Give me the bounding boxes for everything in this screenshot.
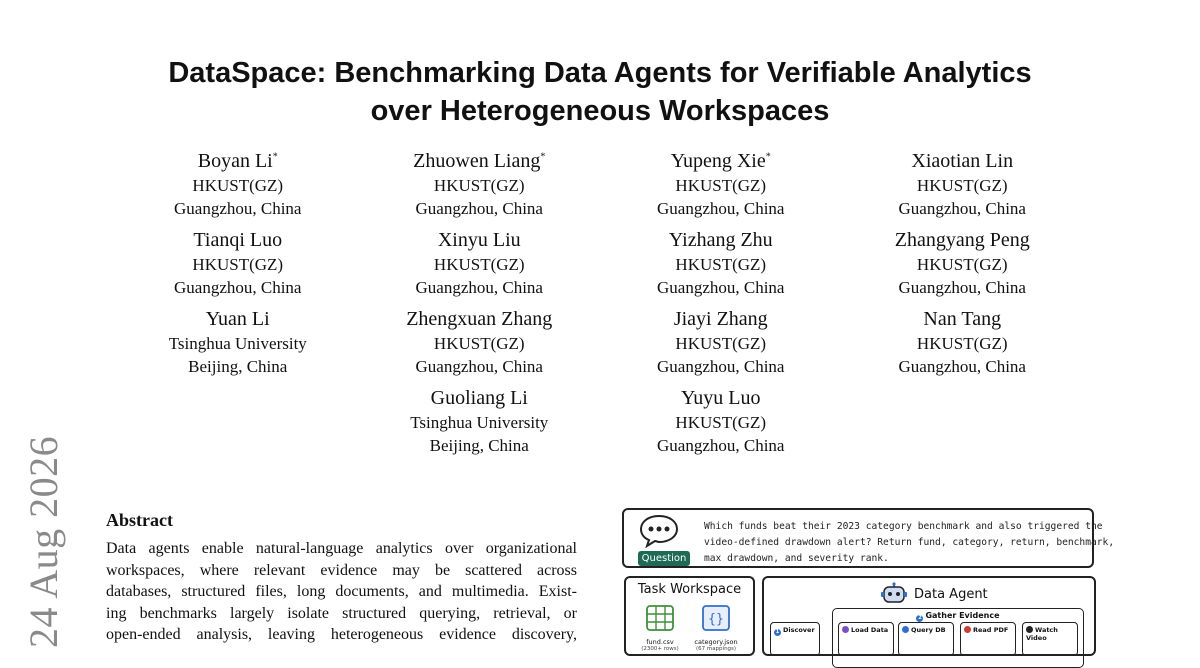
author-block xyxy=(117,306,359,378)
step-icon xyxy=(964,626,971,633)
author-block xyxy=(842,227,1084,299)
author-name: Yizhang Zhu xyxy=(668,229,773,251)
author-affiliation: HKUST(GZ) xyxy=(916,334,1008,353)
json-file-size: (67 mappings) xyxy=(695,646,737,652)
author-affiliation: HKUST(GZ) xyxy=(675,334,767,353)
equal-contribution-mark: * xyxy=(272,151,278,163)
author-affiliation: HKUST(GZ) xyxy=(433,255,525,274)
author-block xyxy=(117,227,359,299)
agent-title: Data Agent xyxy=(914,587,988,602)
evidence-step xyxy=(838,622,894,656)
csv-file xyxy=(632,605,688,653)
author-affiliation: HKUST(GZ) xyxy=(916,176,1008,195)
author-affiliation: Tsinghua University xyxy=(168,334,307,353)
svg-text:{}: {} xyxy=(708,612,724,627)
author-affiliation: HKUST(GZ) xyxy=(192,255,284,274)
title-line-1: DataSpace: Benchmarking Data Agents for Verifiable Analytics xyxy=(168,57,1032,89)
step-label: Watch Video xyxy=(1026,626,1058,642)
author-location: Guangzhou, China xyxy=(415,199,543,218)
author-location: Beijing, China xyxy=(188,357,288,376)
author-location: Guangzhou, China xyxy=(415,357,543,376)
author-name: Yupeng Xie* xyxy=(670,150,771,172)
author-name: Tianqi Luo xyxy=(193,229,283,251)
author-affiliation: HKUST(GZ) xyxy=(192,176,284,195)
author-affiliation: HKUST(GZ) xyxy=(433,176,525,195)
task-workspace-panel xyxy=(624,576,755,656)
author-block xyxy=(359,306,601,378)
abstract-line: ing benchmarks largely isolate structured querying, retrieval, or xyxy=(106,604,577,622)
abstract-line: databases, structured files, long documents, and multimedia. Exist- xyxy=(106,583,577,601)
author-name: Jiayi Zhang xyxy=(673,308,768,330)
chat-bubble-icon xyxy=(638,514,680,548)
author-name: Zhuowen Liang* xyxy=(413,150,546,172)
author-location: Guangzhou, China xyxy=(898,199,1026,218)
author-name: Xiaotian Lin xyxy=(911,150,1014,172)
author-affiliation: HKUST(GZ) xyxy=(675,413,767,432)
author-location: Guangzhou, China xyxy=(174,278,302,297)
workspace-title: Task Workspace xyxy=(637,582,742,597)
author-name: Zhengxuan Zhang xyxy=(406,308,553,330)
abstract-line: workspaces, where relevant evidence may be scattered across xyxy=(106,561,577,579)
arxiv-side-stamp: 24 Aug 2026 xyxy=(21,435,66,648)
author-location: Guangzhou, China xyxy=(657,436,785,455)
evidence-step xyxy=(1022,622,1078,656)
step-icon xyxy=(1026,626,1033,633)
evidence-step xyxy=(898,622,954,656)
author-name: Xinyu Liu xyxy=(437,229,521,251)
overview-figure xyxy=(622,508,1115,652)
question-tag: Question xyxy=(638,551,690,566)
paper-title xyxy=(0,54,1200,130)
abstract-line: Data agents enable natural-language analytics over organizational xyxy=(106,540,577,557)
author-affiliation: HKUST(GZ) xyxy=(675,255,767,274)
gather-evidence-title xyxy=(833,611,1083,622)
step-icon xyxy=(902,626,909,633)
robot-icon xyxy=(880,582,908,606)
author-block xyxy=(600,385,842,457)
question-line: max drawdown, and severity rank. xyxy=(704,553,889,564)
step-number-badge: 2 xyxy=(918,615,922,621)
step-label: Read PDF xyxy=(973,626,1009,634)
author-name: Yuan Li xyxy=(205,308,270,330)
gather-title-text: Gather Evidence xyxy=(925,611,1000,620)
question-line: video-defined drawdown alert? Return fund, category, return, benchmark, xyxy=(704,537,1115,548)
json-file-name: category.json xyxy=(694,638,738,646)
evidence-step xyxy=(960,622,1016,656)
author-block xyxy=(600,148,842,220)
author-affiliation: Tsinghua University xyxy=(410,413,549,432)
title-line-2: over Heterogeneous Workspaces xyxy=(370,95,830,127)
author-location: Guangzhou, China xyxy=(657,278,785,297)
author-name: Guoliang Li xyxy=(430,387,528,409)
author-location: Beijing, China xyxy=(429,436,529,455)
author-affiliation: HKUST(GZ) xyxy=(916,255,1008,274)
abstract-heading: Abstract xyxy=(106,510,173,530)
author-location: Guangzhou, China xyxy=(657,199,785,218)
author-block xyxy=(359,385,601,457)
step-number-badge: 1 xyxy=(775,629,780,635)
json-braces-icon xyxy=(702,605,730,631)
author-location: Guangzhou, China xyxy=(898,357,1026,376)
json-file xyxy=(688,605,744,653)
question-text xyxy=(704,519,1115,567)
step-label: Load Data xyxy=(851,626,889,634)
author-block xyxy=(359,148,601,220)
author-location: Guangzhou, China xyxy=(415,278,543,297)
question-line: Which funds beat their 2023 category benchmark and also triggered the xyxy=(704,521,1103,532)
author-affiliation: HKUST(GZ) xyxy=(675,176,767,195)
author-block xyxy=(842,306,1084,378)
author-block xyxy=(600,306,842,378)
author-name: Boyan Li* xyxy=(197,150,278,172)
author-block xyxy=(359,227,601,299)
discover-label: Discover xyxy=(783,626,815,634)
csv-file-size: (2300+ rows) xyxy=(641,646,679,652)
abstract-line: open-ended analysis, leaving heterogeneous evidence discovery, xyxy=(106,626,577,644)
equal-contribution-mark: * xyxy=(540,151,546,163)
author-name: Zhangyang Peng xyxy=(894,229,1030,251)
abstract-body xyxy=(106,538,577,646)
author-name: Nan Tang xyxy=(923,308,1002,330)
step-label: Query DB xyxy=(911,626,946,634)
spreadsheet-icon xyxy=(646,605,674,631)
author-block xyxy=(600,227,842,299)
author-grid xyxy=(117,148,1083,457)
equal-contribution-mark: * xyxy=(765,151,771,163)
csv-file-name: fund.csv xyxy=(646,638,674,646)
step-icon xyxy=(842,626,849,633)
question-box xyxy=(622,508,1115,568)
author-location: Guangzhou, China xyxy=(657,357,785,376)
author-name: Yuyu Luo xyxy=(681,387,761,409)
author-block xyxy=(842,148,1084,220)
author-block xyxy=(117,148,359,220)
author-location: Guangzhou, China xyxy=(174,199,302,218)
discover-step xyxy=(770,622,820,656)
data-agent-panel xyxy=(762,576,1096,656)
author-affiliation: HKUST(GZ) xyxy=(433,334,525,353)
author-location: Guangzhou, China xyxy=(898,278,1026,297)
